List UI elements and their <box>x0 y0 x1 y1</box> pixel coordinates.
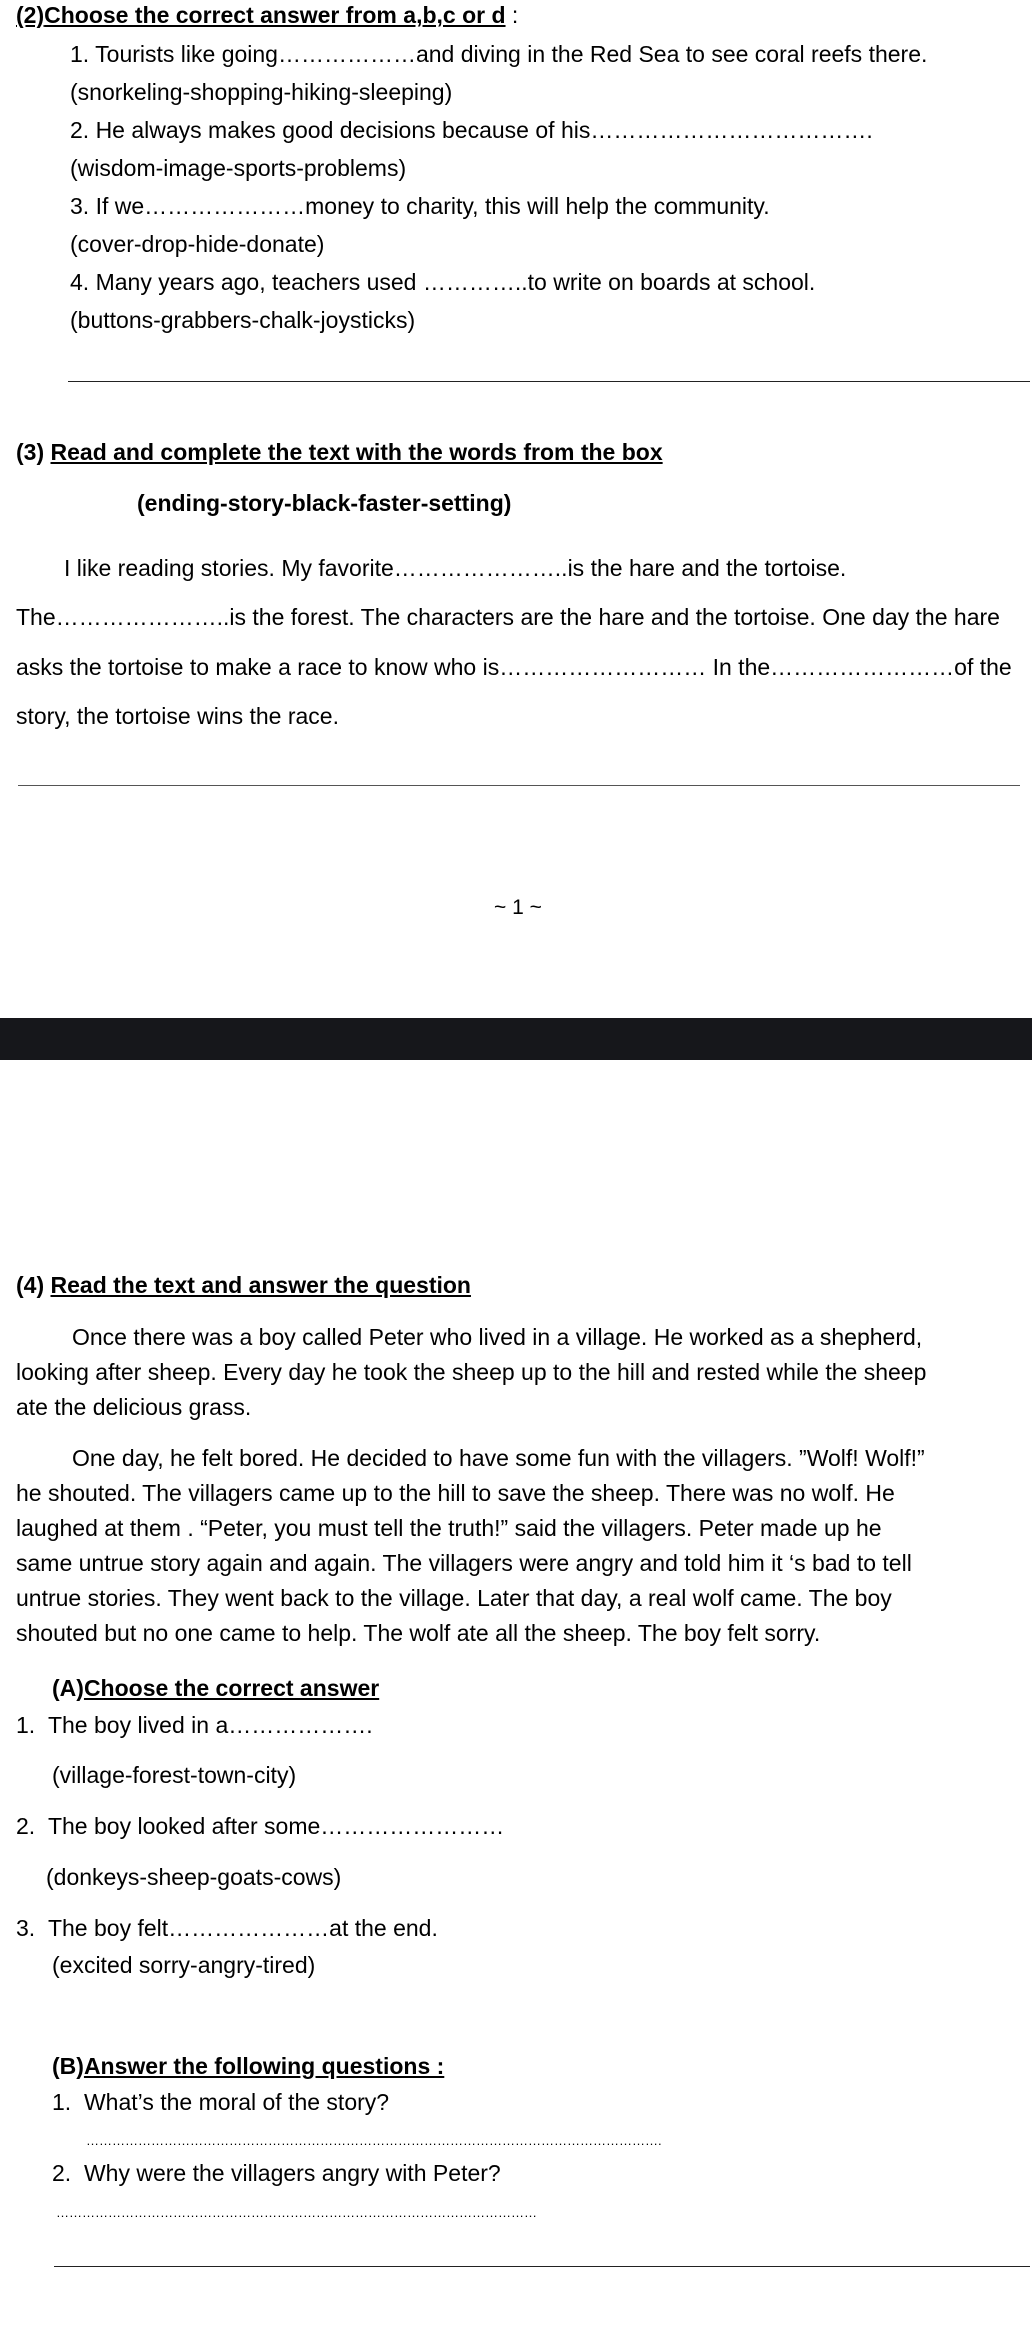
s3-line-3: asks the tortoise to make a race to know who is……………………… In the……………………of the <box>16 654 1012 680</box>
section2-divider <box>68 381 1030 382</box>
partB-question-2: Why were the villagers angry with Peter? <box>83 2160 501 2186</box>
section2-heading-text: Choose the correct answer from a,b,c or d <box>44 2 506 28</box>
partB-question-1: What’s the moral of the story? <box>83 2089 390 2115</box>
p2-line-5: untrue stories. They went back to the village. Later that day, a real wolf came. The boy <box>16 1585 892 1611</box>
partB-num-2: 2. <box>52 2160 72 2186</box>
partB-num-1: 1. <box>52 2089 72 2115</box>
partB-label: (B) <box>52 2053 84 2079</box>
section4-heading <box>16 1270 471 1300</box>
p2-line-3: laughed at them . “Peter, you must tell the truth!” said the villagers. Peter made up he <box>16 1515 882 1541</box>
partB-item-2 <box>52 2158 501 2188</box>
page-break-band <box>0 1018 1032 1060</box>
partA-options-1: (village-forest-town-city) <box>52 1762 297 1788</box>
s2-options-4: (buttons-grabbers-chalk-joysticks) <box>70 307 416 333</box>
s2-options-3: (cover-drop-hide-donate) <box>70 231 325 257</box>
partA-question-2: The boy looked after some…………………… <box>47 1813 505 1839</box>
section2-heading-colon: : <box>505 2 519 28</box>
section4-divider <box>54 2266 1030 2267</box>
partB-answer-line-2[interactable]: ………………………………………………………………………………………………… <box>56 2205 537 2220</box>
partA-options-3: (excited sorry-angry-tired) <box>52 1952 316 1978</box>
partA-item-2 <box>16 1811 504 1841</box>
partB-heading <box>52 2051 444 2081</box>
partA-question-1: The boy lived in a………………. <box>47 1712 373 1738</box>
partA-item-1 <box>16 1710 373 1740</box>
partA-num-2: 2. <box>16 1813 36 1839</box>
partA-num-3: 3. <box>16 1915 36 1941</box>
p1-line-3: ate the delicious grass. <box>16 1394 252 1420</box>
page-number: ~ 1 ~ <box>494 896 542 919</box>
partB-title: Answer the following questions : <box>83 2053 445 2079</box>
partB-answer-line-1[interactable]: ……………………………………………………………………………………………………………………. <box>86 2133 662 2148</box>
section3-heading <box>16 437 663 467</box>
s2-question-1: 1. Tourists like going………………and diving in the Red Sea to see coral reefs there. <box>70 41 928 67</box>
p2-line-1: One day, he felt bored. He decided to have some fun with the villagers. ”Wolf! Wolf!” <box>72 1445 925 1471</box>
section4-heading-num: (4) <box>16 1272 51 1298</box>
partA-item-3 <box>16 1913 438 1943</box>
section4-heading-text: Read the text and answer the question <box>50 1272 471 1298</box>
section2-heading <box>16 0 518 30</box>
section2-heading-num: (2) <box>16 2 45 28</box>
s3-line-1: I like reading stories. My favorite…………………..is the hare and the tortoise. <box>64 555 847 581</box>
section3-divider <box>18 785 1020 786</box>
s3-line-2: The…………………..is the forest. The characters are the hare and the tortoise. One day the hare <box>16 604 1000 630</box>
p2-line-2: he shouted. The villagers came up to the hill to save the sheep. There was no wolf. He <box>16 1480 895 1506</box>
partA-question-3: The boy felt…………………at the end. <box>47 1915 438 1941</box>
partA-options-2: (donkeys-sheep-goats-cows) <box>46 1864 342 1890</box>
s2-options-1: (snorkeling-shopping-hiking-sleeping) <box>70 79 453 105</box>
word-box: (ending-story-black-faster-setting) <box>137 490 512 516</box>
s2-question-2: 2. He always makes good decisions because of his………………………………. <box>70 117 873 143</box>
s2-question-3: 3. If we…………………money to charity, this will help the community. <box>70 193 770 219</box>
s2-options-2: (wisdom-image-sports-problems) <box>70 155 407 181</box>
partA-heading <box>52 1673 379 1703</box>
p1-line-2: looking after sheep. Every day he took the sheep up to the hill and rested while the sheep <box>16 1359 927 1385</box>
partA-num-1: 1. <box>16 1712 36 1738</box>
s2-question-4: 4. Many years ago, teachers used …………..to write on boards at school. <box>70 269 816 295</box>
section3-heading-num: (3) <box>16 439 51 465</box>
partB-item-1 <box>52 2087 389 2117</box>
p1-line-1: Once there was a boy called Peter who lived in a village. He worked as a shepherd, <box>72 1324 923 1350</box>
p2-line-6: shouted but no one came to help. The wolf ate all the sheep. The boy felt sorry. <box>16 1620 821 1646</box>
p2-line-4: same untrue story again and again. The villagers were angry and told him it ‘s bad to tell <box>16 1550 912 1576</box>
section3-heading-text: Read and complete the text with the words from the box <box>50 439 663 465</box>
partA-label: (A) <box>52 1675 84 1701</box>
partA-title: Choose the correct answer <box>83 1675 380 1701</box>
s3-line-4: story, the tortoise wins the race. <box>16 703 339 729</box>
